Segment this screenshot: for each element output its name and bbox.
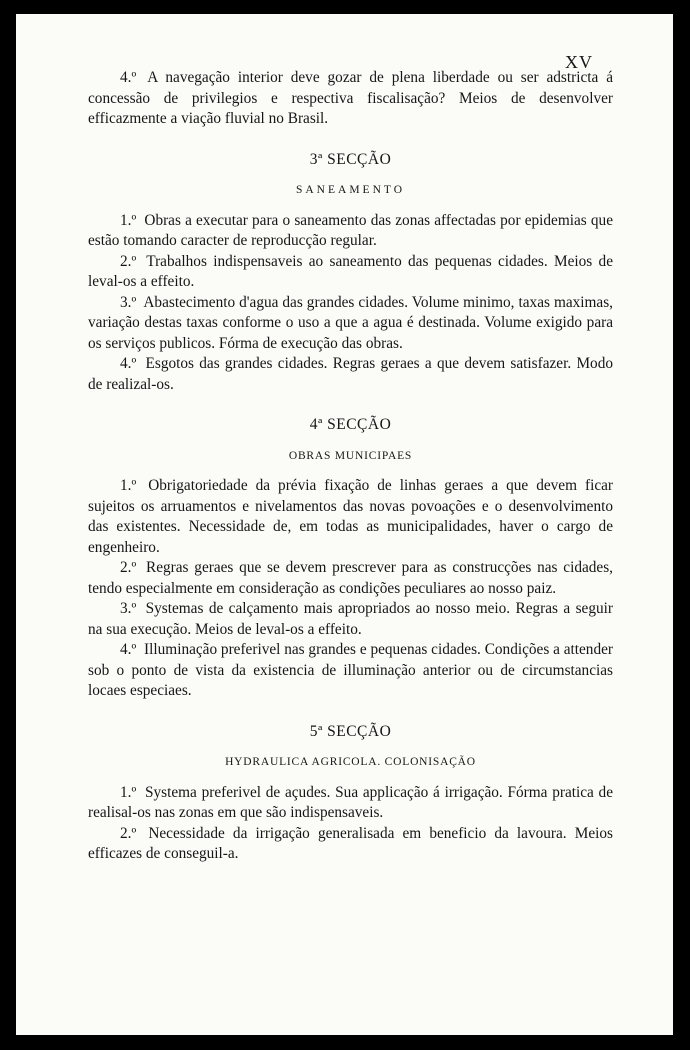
item-number: 2.º [120, 559, 137, 576]
item-number: 4.º [120, 69, 137, 86]
list-item [88, 252, 613, 293]
item-text: Obras a executar para o saneamento das zonas affectadas por epidemias que estão tomando caracter de reproducção regular. [88, 211, 613, 249]
section-4 [88, 415, 613, 702]
item-number: 2.º [120, 252, 137, 270]
section-title: 5ª SECÇÃO [309, 722, 392, 740]
item-number: 1.º [120, 477, 137, 494]
item-number: 1.º [120, 211, 137, 229]
list-item [88, 558, 613, 599]
item-text: A navegação interior deve gozar de plena liberdade ou ser adstricta á concessão de privilegios e respectiva fiscalisação? Meios de desenvolver efficazmente a viação fluvial no Brasil. [88, 69, 614, 127]
item-number: 3.º [120, 600, 137, 617]
page-content [88, 50, 613, 865]
item-text: Trabalhos indispensaveis ao saneamento das pequenas cidades. Meios de leval-os a effeito. [88, 252, 613, 290]
item-text: Regras geraes que se devem prescrever para as construcções nas cidades, tendo especialmente em consideração as condições peculiares ao nosso paiz. [88, 559, 614, 597]
page-number: XV [565, 52, 593, 72]
item-number: 4.º [120, 355, 137, 372]
item-text: Systemas de calçamento mais apropriados ao nosso meio. Regras a seguir na sua execução. Meios de leval-os a effeito. [88, 600, 613, 638]
intro-item [88, 68, 613, 130]
section-title: 3ª SECÇÃO [309, 150, 392, 168]
list-item [88, 599, 613, 640]
section-3 [88, 150, 613, 396]
list-item [88, 211, 613, 252]
item-number: 1.º [120, 783, 137, 801]
item-number: 2.º [120, 824, 137, 842]
section-subtitle: OBRAS MUNICIPAES [288, 449, 413, 462]
list-item [88, 476, 613, 558]
list-item [88, 640, 613, 702]
list-item [88, 783, 613, 824]
list-item [88, 293, 613, 355]
item-text: Esgotos das grandes cidades. Regras geraes a que devem satisfazer. Modo de realizal-os. [88, 355, 614, 393]
section-subtitle: HYDRAULICA AGRICOLA. COLONISAÇÃO [225, 756, 476, 768]
document-page [16, 14, 673, 1035]
item-number: 3.º [120, 293, 137, 311]
item-number: 4.º [120, 641, 137, 658]
item-text: Necessidade da irrigação generalisada em beneficio da lavoura. Meios efficazes de conseguil-a. [88, 824, 613, 862]
item-text: Illuminação preferivel nas grandes e pequenas cidades. Condições a attender sob o ponto de vista da existencia de illuminação anterior ou de circumstancias locaes especiaes. [88, 641, 613, 699]
intro-block [88, 68, 613, 130]
list-item [88, 354, 613, 395]
item-text: Systema preferivel de açudes. Sua applicação á irrigação. Fórma pratica de realisal-os nas zonas em que são indispensaveis. [88, 783, 613, 821]
section-subtitle: SANEAMENTO [295, 184, 405, 196]
section-title: 4ª SECÇÃO [309, 416, 392, 433]
item-text: Abastecimento d'agua das grandes cidades. Volume minimo, taxas maximas, variação destas taxas conforme o uso a que a agua é destinada. Volume exigido para os serviços publicos. Fórma de execução das obras. [88, 293, 613, 352]
section-5 [88, 722, 613, 865]
item-text: Obrigatoriedade da prévia fixação de linhas geraes a que devem ficar sujeitos os arruamentos e nivelamentos das novas povoações e o desenvolvimento das existentes. Necessidade de, em todas as municipalidades, haver o cargo de engenheiro. [88, 477, 613, 556]
list-item [88, 824, 613, 865]
